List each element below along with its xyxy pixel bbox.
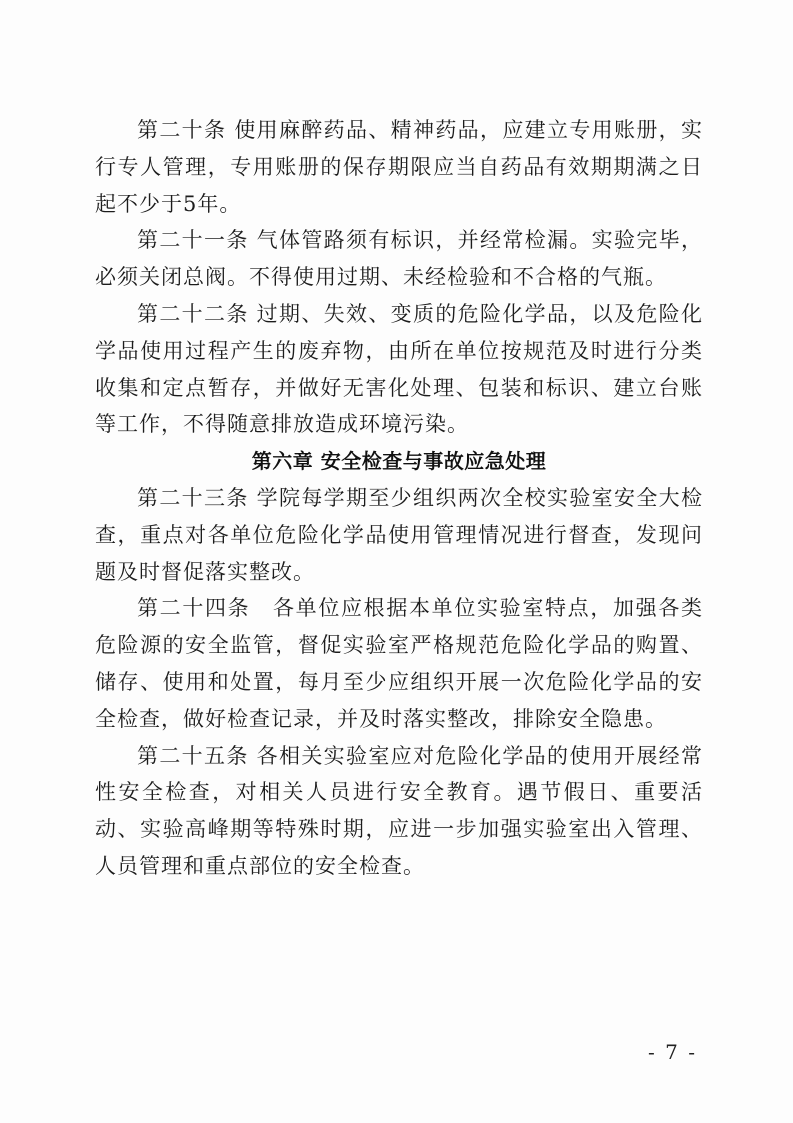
page-number: - 7 -	[648, 1040, 697, 1064]
article-20-paragraph: 第二十条 使用麻醉药品、精神药品，应建立专用账册，实行专人管理，专用账册的保存期限应当自药品有效期期满之日起不少于5年。	[95, 118, 703, 216]
article-23-paragraph: 第二十三条 学院每学期至少组织两次全校实验室安全大检查，重点对各单位危险化学品使用管理情况进行督查，发现问题及时督促落实整改。	[95, 485, 703, 584]
article-22-paragraph: 第二十二条 过期、失效、变质的危险化学品，以及危险化学品使用过程产生的废弃物，由所在单位按规范及时进行分类收集和定点暂存，并做好无害化处理、包装和标识、建立台账等工作，不得随意排放造成环境污染。	[95, 301, 703, 437]
article-25-paragraph: 第二十五条 各相关实验室应对危险化学品的使用开展经常性安全检查，对相关人员进行安全教育。遇节假日、重要活动、实验高峰期等特殊时期，应进一步加强实验室出入管理、人员管理和重点部位的安全检查。	[95, 743, 703, 878]
article-21-paragraph: 第二十一条 气体管路须有标识，并经常检漏。实验完毕，必须关闭总阀。不得使用过期、未经检验和不合格的气瓶。	[95, 228, 703, 290]
article-24-paragraph: 第二十四条 各单位应根据本单位实验室特点，加强各类危险源的安全监管，督促实验室严格规范危险化学品的购置、储存、使用和处置，每月至少应组织开展一次危险化学品的安全检查，做好检查记录，并及时落实整改，排除安全隐患。	[95, 596, 703, 731]
chapter-heading: 第六章 安全检查与事故应急处理	[251, 449, 547, 474]
document-body	[95, 112, 703, 885]
